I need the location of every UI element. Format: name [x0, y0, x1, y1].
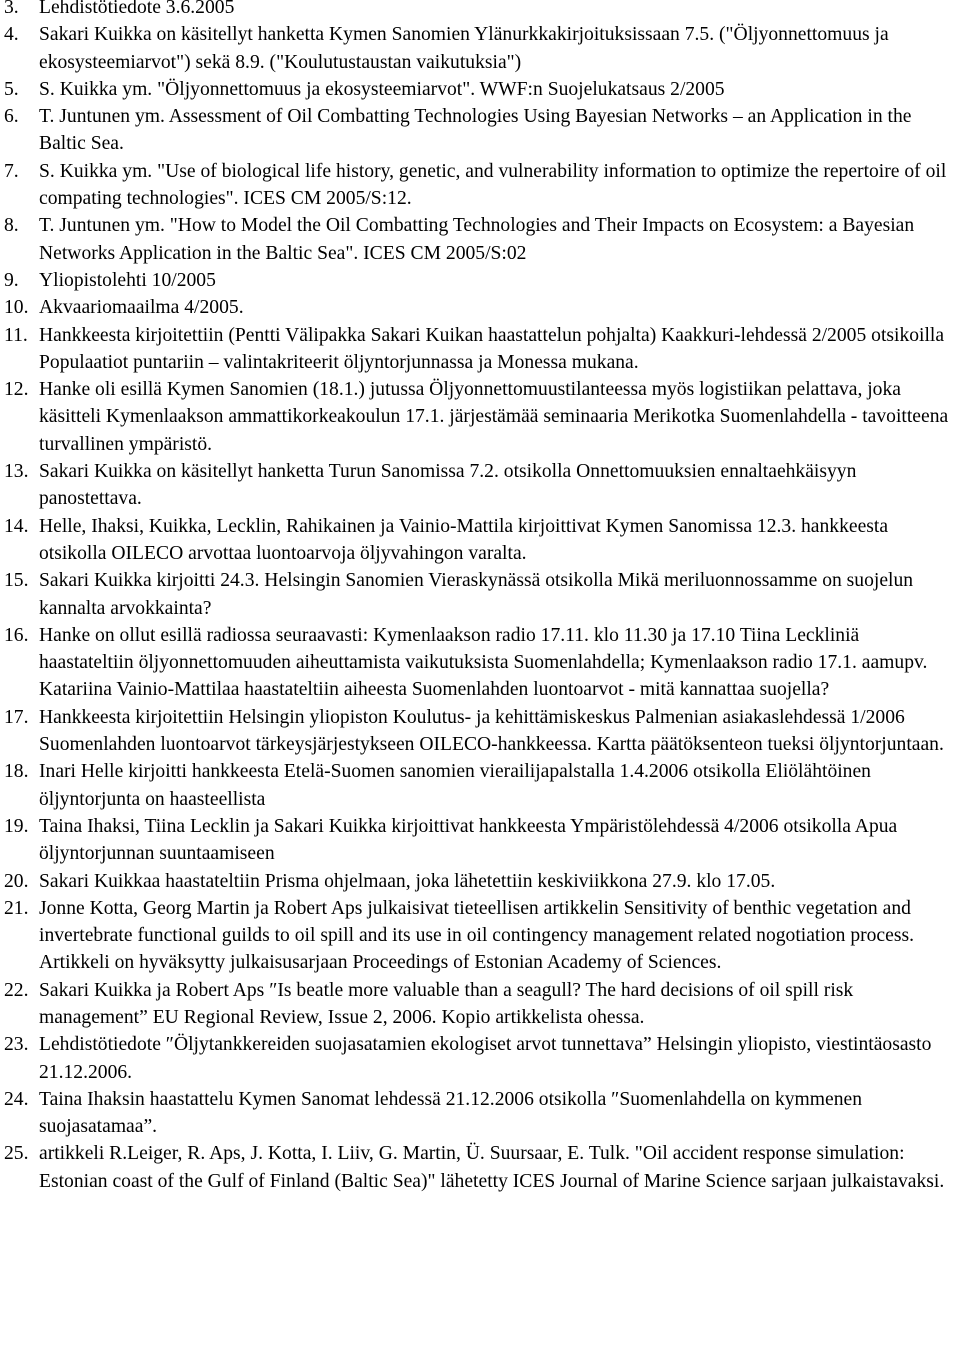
- list-item-text: Hankkeesta kirjoitettiin (Pentti Välipakka Sakari Kuikan haastattelun pohjalta) Kaakkuri-lehdessä 2/2005 otsikoilla Populaatiot puntariin – valintakriteerit öljyntorjunnassa ja Monessa mukana.: [39, 324, 945, 373]
- list-item-number: 17.: [4, 706, 29, 728]
- list-item-text: Sakari Kuikka on käsitellyt hanketta Kymen Sanomien Ylänurkkakirjoituksissaan 7.5. ("Öljyonnettomuus ja ekosysteemiarvot") sekä 8.9. ("Koulutustaustan vaikutuksia"): [39, 24, 889, 73]
- list-item-number: 22.: [4, 979, 29, 1001]
- list-item: [4, 458, 954, 513]
- list-item-text: Taina Ihaksi, Tiina Lecklin ja Sakari Kuikka kirjoittivat hankkeesta Ympäristölehdessä 4/2006 otsikolla Apua öljyntorjunnan suuntaamiseen: [39, 815, 898, 865]
- list-item-text: Inari Helle kirjoitti hankkeesta Etelä-Suomen sanomien vierailijapalstalla 1.4.2006 otsikolla Eliölähtöinen öljyntorjunta on haasteellista: [39, 761, 871, 810]
- list-item: [4, 158, 954, 213]
- list-item-text: Helle, Ihaksi, Kuikka, Lecklin, Rahikainen ja Vainio-Mattila kirjoittivat Kymen Sanomissa 12.3. hankkeesta otsikolla OILECO arvottaa luontoarvoja öljyvahingon varalta.: [39, 515, 889, 564]
- list-item-text: artikkeli R.Leiger, R. Aps, J. Kotta, I. Liiv, G. Martin, Ü. Suursaar, E. Tulk. "Oil accident response simulation: Estonian coast of the Gulf of Finland (Baltic Sea)" lähetetty ICES Journal of Marine Science sarjaan julkaistavaksi.: [39, 1143, 945, 1192]
- list-item-text: Lehdistötiedote ″Öljytankkereiden suojasatamien ekologiset arvot tunnettava” Helsingin yliopisto, viestintäosasto 21.12.2006.: [39, 1034, 932, 1083]
- numbered-list: [4, 0, 954, 1195]
- list-item-number: 24.: [4, 1088, 29, 1110]
- list-item: [4, 513, 954, 568]
- list-item: [4, 76, 954, 103]
- list-item-text: Taina Ihaksin haastattelu Kymen Sanomat lehdessä 21.12.2006 otsikolla ″Suomenlahdella on kymmenen suojasatamaa”.: [39, 1088, 863, 1138]
- list-item-number: 19.: [4, 815, 29, 837]
- list-item: [4, 322, 954, 377]
- list-item: [4, 895, 954, 977]
- list-item-number: 20.: [4, 870, 29, 892]
- list-item-text: Hanke on ollut esillä radiossa seuraavasti: Kymenlaakson radio 17.11. klo 11.30 ja 17.10 Tiina Leckliniä haastateltiin öljyonnettomuuden aiheuttamista vaikutuksista Suomenlahdella; Kymenlaakson radio 17.1. aamupv. Katariina Vainio-Mattilaa haastateltiin aiheesta Suomenlahden luontoarvot - mitä kannattaa suojella?: [39, 624, 928, 701]
- list-item: [4, 0, 954, 21]
- list-item-text: Yliopistolehti 10/2005: [39, 269, 216, 291]
- list-item-number: 9.: [4, 269, 19, 291]
- list-item-number: 5.: [4, 78, 19, 100]
- list-item-number: 4.: [4, 24, 19, 46]
- list-item: [4, 267, 954, 294]
- list-item-text: S. Kuikka ym. "Use of biological life history, genetic, and vulnerability information to optimize the repertoire of oil compating technologies". ICES CM 2005/S:12.: [39, 160, 947, 210]
- list-item: [4, 704, 954, 759]
- list-item-text: Jonne Kotta, Georg Martin ja Robert Aps julkaisivat tieteellisen artikkelin Sensitivity of benthic vegetation and invertebrate functional guilds to oil spill and its use in oil contingency management related nogotiation process. Artikkeli on hyväksytty julkaisusarjaan Proceedings of Estonian Academy of Sciences.: [39, 897, 914, 974]
- list-item: [4, 294, 954, 321]
- list-item: [4, 376, 954, 458]
- list-item-number: 23.: [4, 1034, 29, 1056]
- list-item-text: Sakari Kuikka kirjoitti 24.3. Helsingin Sanomien Vieraskynässä otsikolla Mikä meriluonnossamme on suojelun kannalta arvokkainta?: [39, 570, 914, 619]
- list-item-text: Lehdistötiedote 3.6.2005: [39, 0, 235, 18]
- list-item-text: S. Kuikka ym. "Öljyonnettomuus ja ekosysteemiarvot". WWF:n Suojelukatsaus 2/2005: [39, 78, 725, 100]
- list-item: [4, 758, 954, 813]
- list-item-text: Sakari Kuikka ja Robert Aps ″Is beatle more valuable than a seagull? The hard decisions of oil spill risk management” EU Regional Review, Issue 2, 2006. Kopio artikkelista ohessa.: [39, 979, 854, 1028]
- list-item-number: 8.: [4, 215, 19, 237]
- list-item-text: T. Juntunen ym. Assessment of Oil Combatting Technologies Using Bayesian Networks – an Application in the Baltic Sea.: [39, 106, 912, 155]
- list-item: [4, 1031, 954, 1086]
- list-item: [4, 567, 954, 622]
- list-item: [4, 622, 954, 704]
- list-item-number: 3.: [4, 0, 19, 18]
- list-item: [4, 977, 954, 1032]
- list-item: [4, 212, 954, 267]
- list-item-number: 6.: [4, 106, 19, 128]
- list-item-text: Akvaariomaailma 4/2005.: [39, 297, 244, 319]
- list-item-text: Sakari Kuikka on käsitellyt hanketta Turun Sanomissa 7.2. otsikolla Onnettomuuksien ennaltaehkäisyyn panostettava.: [39, 461, 857, 510]
- list-item-number: 25.: [4, 1143, 29, 1165]
- list-item-number: 21.: [4, 897, 29, 919]
- list-item: [4, 813, 954, 868]
- list-item-text: Hankkeesta kirjoitettiin Helsingin yliopiston Koulutus- ja kehittämiskeskus Palmenian asiakaslehdessä 1/2006 Suomenlahden luontoarvot tärkeysjärjestykseen OILECO-hankkeessa. Kartta päätöksenteon tueksi öljyntorjuntaan.: [39, 706, 944, 756]
- list-item: [4, 103, 954, 158]
- list-item-number: 18.: [4, 761, 29, 783]
- list-item-number: 11.: [4, 324, 28, 346]
- list-item-text: Sakari Kuikkaa haastateltiin Prisma ohjelmaan, joka lähetettiin keskiviikkona 27.9. klo 17.05.: [39, 870, 776, 892]
- list-item-text: T. Juntunen ym. "How to Model the Oil Combatting Technologies and Their Impacts on Ecosystem: a Bayesian Networks Application in the Baltic Sea". ICES CM 2005/S:02: [39, 215, 915, 264]
- list-item-number: 14.: [4, 515, 29, 537]
- list-item-number: 15.: [4, 570, 29, 592]
- list-item: [4, 21, 954, 76]
- list-item-number: 10.: [4, 297, 29, 319]
- list-item-number: 16.: [4, 624, 29, 646]
- list-item-text: Hanke oli esillä Kymen Sanomien (18.1.) jutussa Öljyonnettomuustilanteessa myös logistiikan pelattava, joka käsitteli Kymenlaakson ammattikorkeakoulun 17.1. järjestämää seminaaria Merikotka Suomenlahdella - tavoitteena turvallinen ympäristö.: [39, 379, 949, 455]
- list-item-number: 12.: [4, 379, 29, 401]
- list-item: [4, 1140, 954, 1195]
- list-item-number: 7.: [4, 160, 19, 182]
- list-item-number: 13.: [4, 461, 29, 483]
- list-item: [4, 1086, 954, 1141]
- list-item: [4, 868, 954, 895]
